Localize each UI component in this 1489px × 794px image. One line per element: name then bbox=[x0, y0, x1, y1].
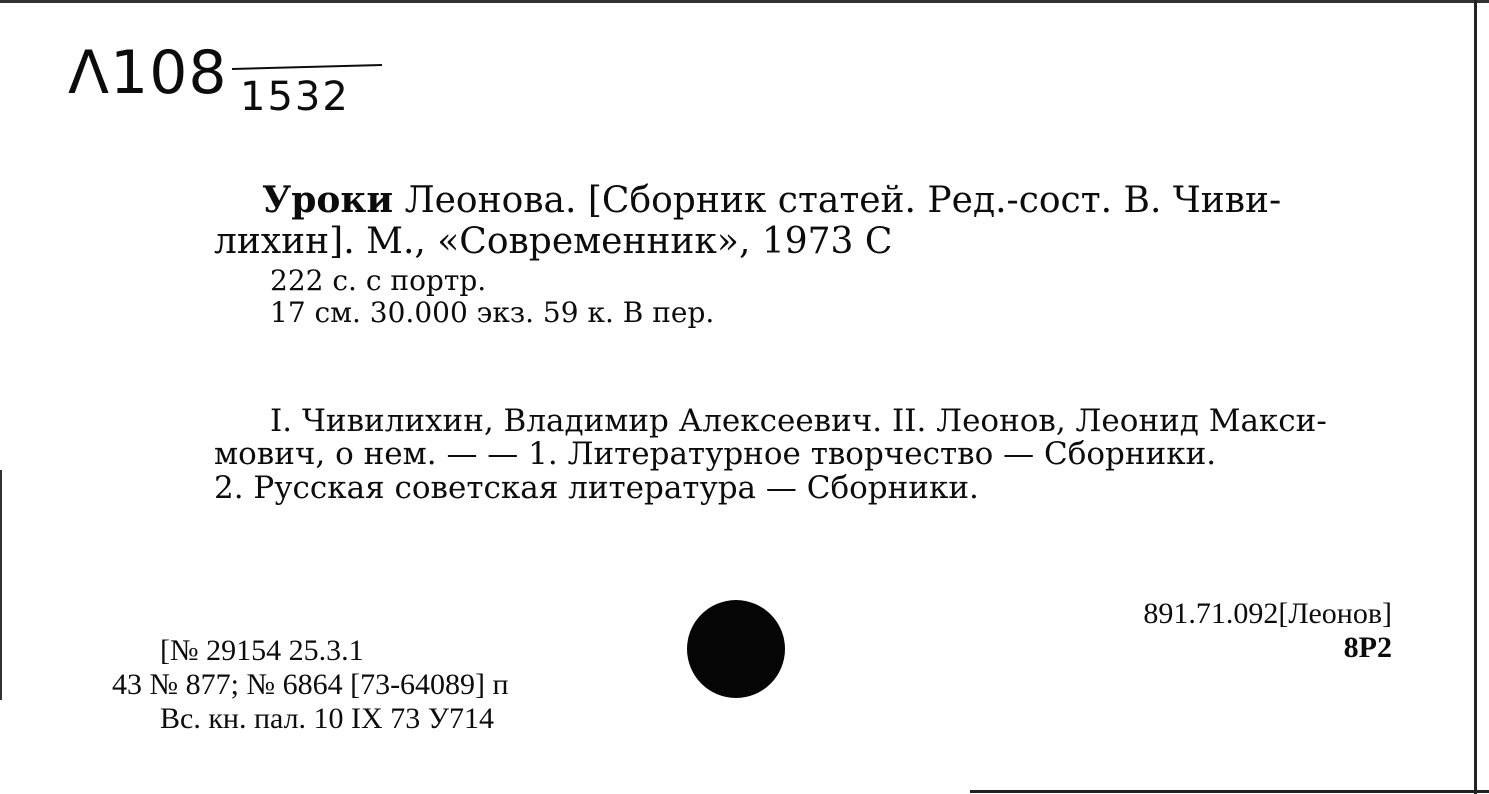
inventory-number: 1532 bbox=[240, 74, 350, 120]
card-bottom-edge bbox=[970, 790, 1489, 793]
subjects-line-2: мович, о нем. — — 1. Литературное творчество — Сборники. bbox=[214, 436, 1217, 472]
record-line-2: 43 № 877; № 6864 [73-64089] п bbox=[112, 668, 509, 701]
classification-code: 8Р2 bbox=[1343, 631, 1392, 664]
card-right-edge bbox=[1474, 0, 1477, 794]
inventory-underline bbox=[232, 64, 382, 70]
pages-note: 222 с. с портр. bbox=[270, 264, 487, 297]
physical-note: 17 см. 30.000 экз. 59 к. В пер. bbox=[270, 296, 715, 329]
title-line-1 bbox=[262, 178, 1281, 223]
subjects-line-3: 2. Русская советская литература — Сборники. bbox=[214, 470, 979, 506]
title-heading: Уроки bbox=[262, 179, 394, 221]
shelf-mark: Λ108 bbox=[68, 38, 228, 108]
punch-hole bbox=[687, 600, 785, 698]
card-left-edge bbox=[0, 470, 2, 700]
subjects-line-1: I. Чивилихин, Владимир Алексеевич. II. Леонов, Леонид Макси- bbox=[270, 403, 1327, 439]
card-top-edge bbox=[0, 0, 1489, 3]
record-line-3: Вс. кн. пал. 10 IX 73 У714 bbox=[160, 702, 494, 735]
record-number: [№ 29154 25.3.1 bbox=[160, 634, 364, 667]
title-rest: Леонова. [Сборник статей. Ред.-сост. В. Чиви- bbox=[404, 180, 1282, 221]
classification: 891.71.092[Леонов] bbox=[1143, 597, 1392, 630]
title-line-2: лихин]. М., «Современник», 1973 С bbox=[214, 221, 893, 262]
